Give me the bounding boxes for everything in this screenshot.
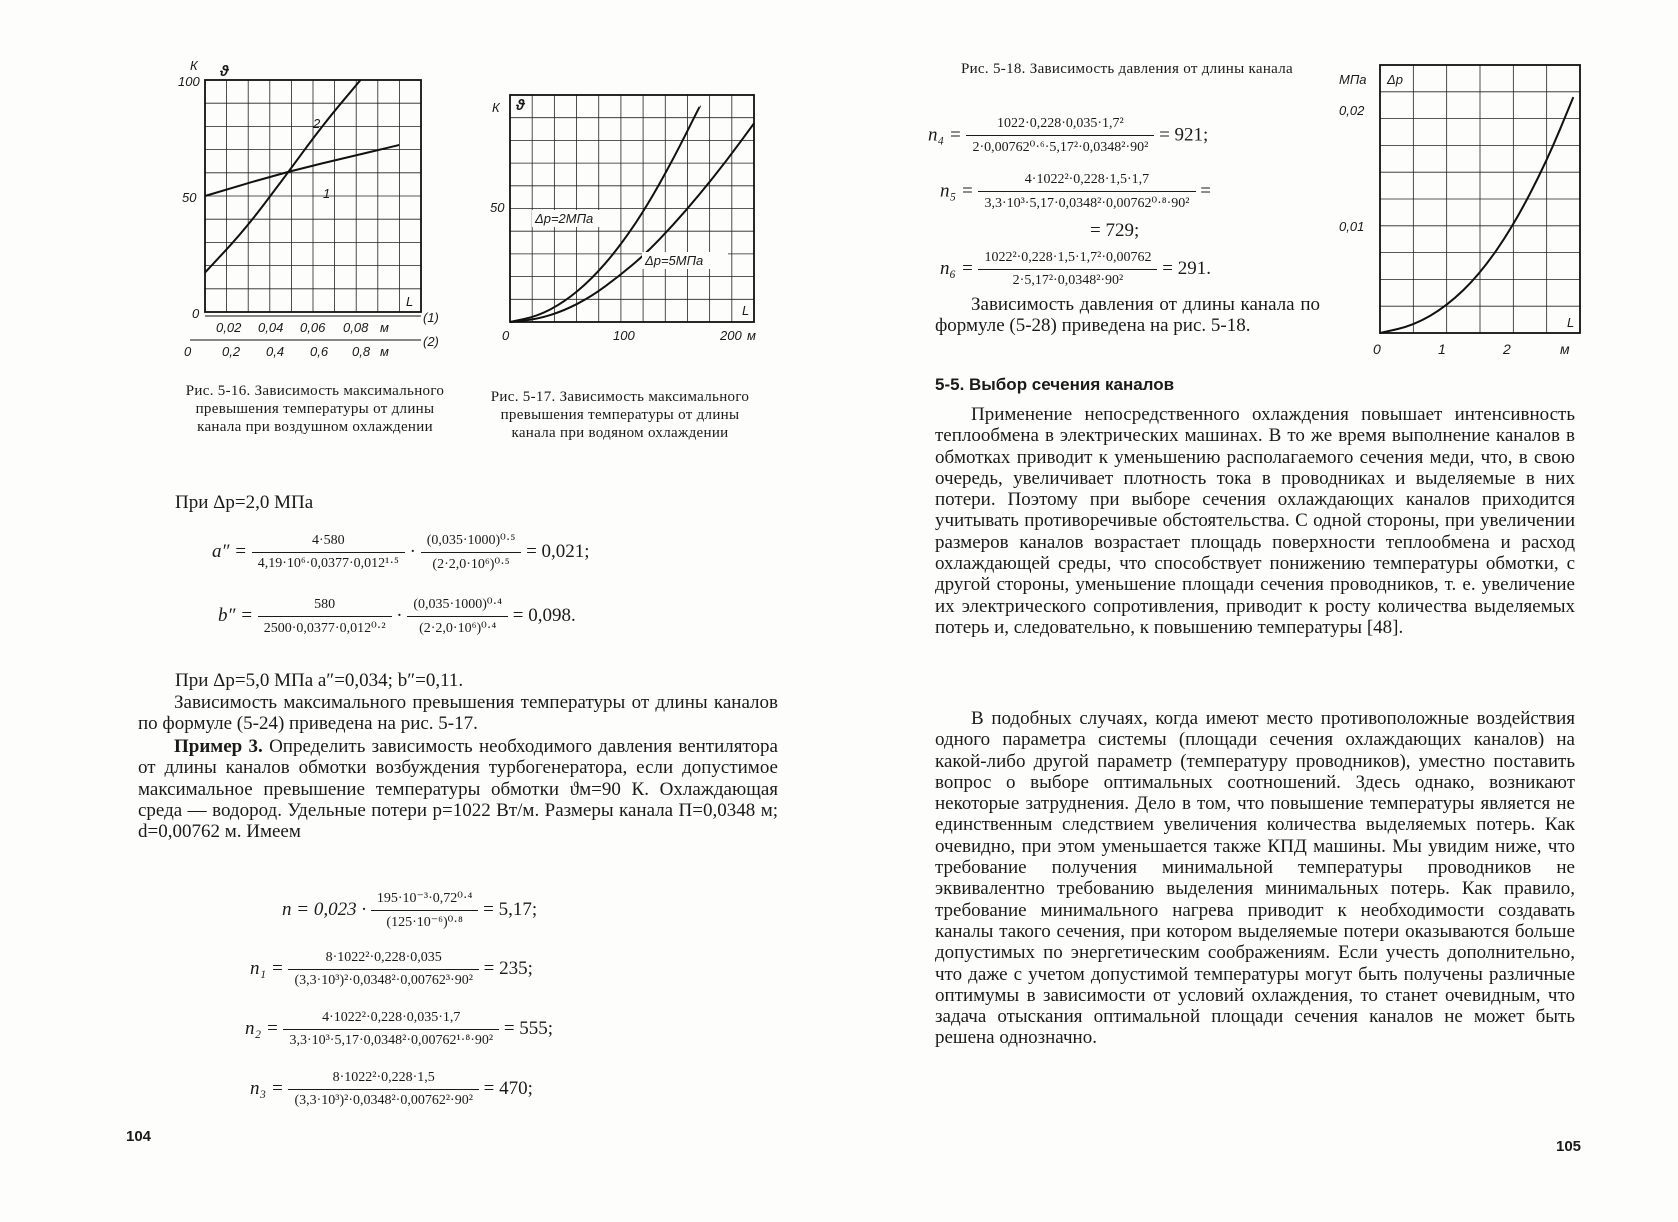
fig16-axis2-marker: (2) xyxy=(423,334,439,349)
page-number-104: 104 xyxy=(126,1128,152,1145)
eq-n-rhs: = 5,17; xyxy=(483,898,538,920)
fig18-xtick-0: 0 xyxy=(1373,341,1381,357)
fig18-ylabel-symbol: Δp xyxy=(1387,72,1403,87)
fig16-axis2-unit: м xyxy=(380,344,389,359)
fig16-xtick2-08: 0,8 xyxy=(352,344,371,359)
equation-a2: a″ = $\frac{4\cdot 580}{\text{4,19·10⁶·0,0377·0,012¹·⁵}}$ · $\frac{\text{(0,035·1000)⁰·⁵}}{\text{(2·2,0·10⁶)⁰·⁵}}$ = 0,021; xyxy=(212,533,590,572)
eq-n5-frac: $\frac{\text{4·1022²·0,228·1,5·1,7}}{\text{3,3·10³·5,17·0,0348²·0,00762⁰·⁸·90²}}$ xyxy=(978,172,1195,212)
fig16-curve-2 xyxy=(205,80,361,273)
example-3 xyxy=(138,736,778,842)
fig18-curve-dp xyxy=(1380,97,1573,333)
fig16-curves xyxy=(205,80,399,273)
fig18-caption: Рис. 5-18. Зависимость давления от длины канала xyxy=(960,61,1294,77)
equation-n5 xyxy=(940,172,1211,212)
fig17-xlabel: L xyxy=(742,303,750,318)
eq-n6-frac: $\frac{\text{1022²·0,228·1,5·1,7²·0,00762}}{\text{2·5,17²·0,0348²·90²}}$ xyxy=(978,250,1157,289)
eq-n4-lhs: n₄ = xyxy=(928,124,962,146)
fig18-curves xyxy=(1380,97,1573,333)
fig17-curve-label-5mpa: Δp=5МПа xyxy=(645,253,704,268)
eq-n5-lhs: n₅ = xyxy=(940,180,974,202)
eq-n1-lhs: n₁ = xyxy=(250,957,284,979)
eq-n6-rhs: = 291. xyxy=(1162,257,1211,279)
eq-n2-lhs: n₂ = xyxy=(245,1017,279,1039)
equation-n4 xyxy=(928,116,1208,156)
eq-n4-frac: $\frac{\text{1022·0,228·0,035·1,7²}}{\text{2·0,00762⁰·⁶·5,17²·0,0348²·90²}}$ xyxy=(966,116,1154,156)
fig18-xlabel: L xyxy=(1567,315,1575,330)
figure-5-17 xyxy=(480,90,775,355)
paragraph-dependence-5-18: Зависимость давления от длины канала по формуле (5-28) приведена на рис. 5-18. xyxy=(935,294,1320,337)
fig16-ylabel-unit: К xyxy=(190,58,198,73)
section-heading-5-5: 5-5. Выбор сечения каналов xyxy=(935,375,1175,394)
fig18-x-unit: м xyxy=(1560,341,1570,357)
fig16-xtick2-06: 0,6 xyxy=(310,344,329,359)
eq-a2-rhs: = 0,021; xyxy=(526,540,590,562)
fig16-xtick2-04: 0,4 xyxy=(266,344,285,359)
fig16-ylabel-symbol: ϑ xyxy=(220,63,229,80)
equation-n3 xyxy=(250,1070,533,1109)
fig16-ytick-100: 100 xyxy=(178,74,200,89)
pri-5mpa: При Δp=5,0 МПа a″=0,034; b″=0,11. xyxy=(175,670,464,691)
fig18-xtick-1: 1 xyxy=(1438,341,1446,357)
equation-n6 xyxy=(940,250,1211,289)
eq-b2-frac2: $\frac{\text{(0,035·1000)⁰·⁴}}{\text{(2·2,0·10⁶)⁰·⁴}}$ xyxy=(407,596,508,637)
eq-n3-rhs: = 470; xyxy=(483,1077,533,1099)
fig17-caption: Рис. 5-17. Зависимость максимального превышения температуры от длины канала при водяном охлаждении xyxy=(490,389,750,441)
eq-n2-frac: $\frac{\text{4·1022²·0,228·0,035·1,7}}{\text{3,3·10³·5,17·0,0348²·0,00762¹·⁸·90²}}$ xyxy=(283,1010,499,1049)
fig17-ytick-50: 50 xyxy=(490,200,505,215)
fig17-xtick-200: 200 xyxy=(720,328,742,343)
example-3-label: Пример 3. xyxy=(174,736,263,757)
eq-n-frac: $\frac{\text{195·10⁻³·0,72⁰·⁴}}{\text{(125·10⁻⁶)⁰·⁸}}$ xyxy=(371,890,479,931)
fig17-x-unit: м xyxy=(747,328,756,343)
eq-n5-rhs: = xyxy=(1200,180,1211,202)
fig17-xtick-100: 100 xyxy=(613,328,635,343)
fig18-xtick-2: 2 xyxy=(1503,341,1511,357)
eq-n4-rhs: = 921; xyxy=(1159,124,1209,146)
fig17-ylabel-symbol: ϑ xyxy=(516,97,525,114)
fig18-ytick-001: 0,01 xyxy=(1339,219,1365,234)
fig18-grid xyxy=(1380,65,1580,333)
fig16-curve-label-2: 2 xyxy=(313,116,321,131)
eq-n3-lhs: n₃ = xyxy=(250,1077,284,1099)
eq-a2-frac2: $\frac{\text{(0,035·1000)⁰·⁵}}{\text{(2·2,0·10⁶)⁰·⁵}}$ xyxy=(421,532,522,573)
eq-n-lhs: n = 0,023 · xyxy=(282,898,367,920)
eq-n6-lhs: n₆ = xyxy=(940,257,974,279)
paragraph-cooling-intensity: Применение непосредственного охлаждения повышает интенсивность теплообмена в электрических машинах. В то же время выполнение каналов в обмотках приводит к уменьшению располагаемого сечения меди, что, в свою очередь, увеличивает плотность тока в проводниках и выделяемые в них потери. Поэтому при выборе сечения охлаждающих каналов приходится учитывать противоречивые обстоятельства. С одной стороны, при увеличении размеров каналов возрастает площадь поверхности теплообмена и расход охлаждающей среды, что способствует понижению температуры обмотки, с другой стороны, уменьшение площади сечения проводников, т. е. увеличение их электрического сопротивления, приводит к росту количества выделяемых потерь и, следовательно, к повышению температуры [48]. xyxy=(935,404,1575,638)
figure-5-16 xyxy=(170,50,470,365)
fig18-ylabel-unit: МПа xyxy=(1339,72,1367,87)
fig17-grid xyxy=(510,95,754,322)
equation-b2: b″ = $\frac{580}{\text{2500·0,0377·0,012⁰·²}}$ · $\frac{\text{(0,035·1000)⁰·⁴}}{\text{(2·2,0·10⁶)⁰·⁴}}$ = 0,098. xyxy=(218,596,576,636)
fig16-xtick1-008: 0,08 xyxy=(343,320,369,335)
fig16-axis1-unit: м xyxy=(380,320,389,335)
eq-n1-rhs: = 235; xyxy=(483,957,533,979)
fig16-caption: Рис. 5-16. Зависимость максимального превышения температуры от длины канала при воздушном охлаждении xyxy=(185,383,445,435)
equation-n5-result: = 729; xyxy=(1090,220,1140,241)
eq-b2-lhs: b″ = xyxy=(218,604,253,626)
fig16-curve-label-1: 1 xyxy=(323,186,331,201)
eq-b2-rhs: = 0,098. xyxy=(512,604,576,626)
eq-n3-frac: $\frac{\text{8·1022²·0,228·1,5}}{\text{(3,3·10³)²·0,0348²·0,00762²·90²}}$ xyxy=(288,1070,478,1109)
page-number-105: 105 xyxy=(1556,1138,1582,1155)
fig16-xlabel: L xyxy=(406,294,414,309)
eq-n2-rhs: = 555; xyxy=(503,1017,554,1039)
fig18-ytick-002: 0,02 xyxy=(1339,103,1365,118)
paragraph-dependence-5-17: Зависимость максимального превышения температуры от длины каналов по формуле (5-24) приведена на рис. 5-17. xyxy=(138,692,778,735)
paragraph-optimum: В подобных случаях, когда имеют место противоположные воздействия одного параметра системы (площади сечения охлаждающих каналов) на какой-либо другой параметр (температуру проводников), уместно поставить вопрос о выборе оптимальных соотношений. Здесь однако, возникают некоторые затруднения. Дело в том, что повышение температуры является не единственным следствием увеличения количества выделяемых потерь. Как очевидно, при этом уменьшается также КПД машины. Мы увидим ниже, что требование получения минимальной температуры проводников не эквивалентно требованию выделения минимальных потерь. Как правило, требование минимального нагрева приводит к необходимости создавать каналы такого сечения, при котором выделяемые потери оказываются больше допустимых по энергетическим соображениям. Если учесть дополнительно, что даже с учетом допустимой температуры могут быть получены различные оптимумы в зависимости от условий охлаждения, то станет очевидным, что задача отыскания оптимальной площади сечения каналов не может быть решена однозначно. xyxy=(935,708,1575,1049)
fig17-xtick-0: 0 xyxy=(502,328,510,343)
eq-a2-frac1: $\frac{4\cdot 580}{\text{4,19·10⁶·0,0377·0,012¹·⁵}}$ xyxy=(252,533,405,572)
fig17-curve-label-2mpa: Δp=2МПа xyxy=(535,211,594,226)
eq-n1-frac: $\frac{\text{8·1022²·0,228·0,035}}{\text{(3,3·10³)²·0,0348²·0,00762³·90²}}$ xyxy=(288,950,478,989)
example-3-text: Определить зависимость необходимого давления вентилятора от длины каналов обмотки возбуждения турбогенератора, если допустимое максимальное превышение температуры обмотки ϑм=90 К. Охлаждающая среда — водород. Удельные потери p=1022 Вт/м. Размеры канала П=0,0348 м; d=0,00762 м. Имеем xyxy=(138,736,778,843)
equation-n1 xyxy=(250,950,533,989)
fig16-grid xyxy=(205,80,421,312)
fig16-axis1-marker: (1) xyxy=(423,310,439,325)
equation-n2 xyxy=(245,1010,553,1049)
pri-2mpa: При Δp=2,0 МПа xyxy=(175,492,314,513)
fig16-xtick1-006: 0,06 xyxy=(300,320,326,335)
fig16-xtick2-0: 0 xyxy=(184,344,192,359)
fig16-xtick1-002: 0,02 xyxy=(216,320,242,335)
fig16-ytick-0: 0 xyxy=(192,306,200,321)
fig16-xtick1-004: 0,04 xyxy=(258,320,284,335)
equation-n xyxy=(282,890,537,931)
fig16-xtick2-02: 0,2 xyxy=(222,344,241,359)
fig16-ytick-50: 50 xyxy=(182,190,197,205)
fig17-ylabel-unit: К xyxy=(492,100,500,115)
eq-a2-lhs: a″ = xyxy=(212,540,247,562)
eq-b2-frac1: $\frac{580}{\text{2500·0,0377·0,012⁰·²}}$ xyxy=(258,597,392,637)
figure-5-18 xyxy=(1335,55,1590,365)
